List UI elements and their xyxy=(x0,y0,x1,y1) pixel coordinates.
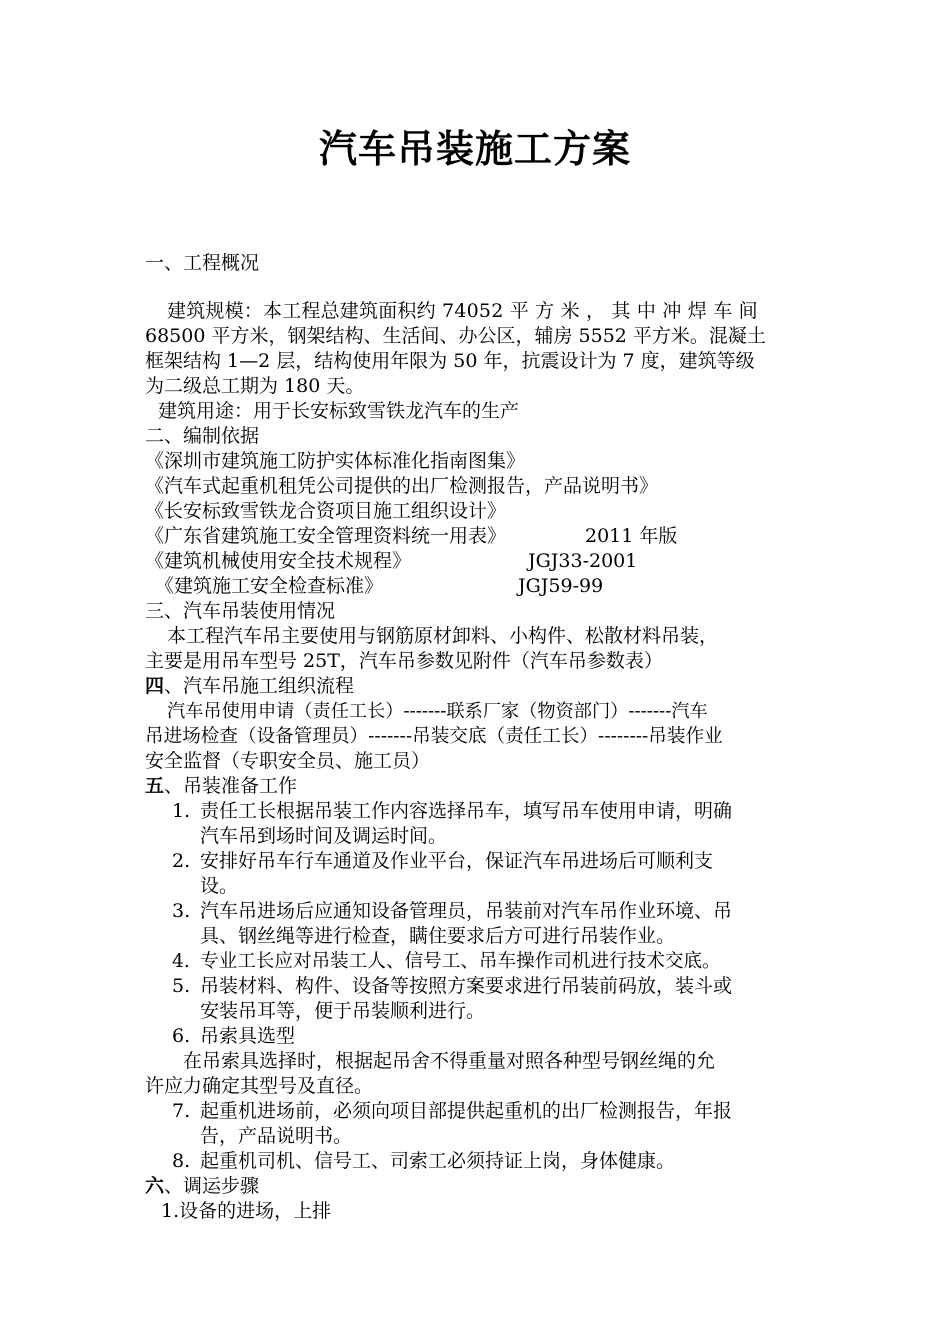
list-number: 2. xyxy=(172,850,191,872)
list-item xyxy=(172,899,812,924)
reference-code: 2011 年版 xyxy=(585,525,678,547)
usage-line-1: 本工程汽车吊主要使用与钢筋原材卸料、小构件、松散材料吊装， xyxy=(167,625,719,647)
list-text: 起重机司机、信号工、司索工必须持证上岗，身体健康。 xyxy=(200,1150,676,1172)
reference-item xyxy=(145,474,810,499)
list-item xyxy=(172,949,812,974)
reference-item xyxy=(145,524,810,549)
heading-numeral: 五 xyxy=(145,775,165,797)
list-item-continuation: 设。 xyxy=(200,875,239,897)
list-number: 7. xyxy=(172,1100,191,1122)
list-item xyxy=(172,799,812,824)
section-heading-flow xyxy=(145,674,810,699)
list-text: 安排好吊车行车通道及作业平台，保证汽车吊进场后可顺利支 xyxy=(200,850,714,872)
reference-item xyxy=(145,449,810,474)
reference-name: 《建筑施工安全检查标准》 xyxy=(155,575,384,597)
list-text: 吊装材料、构件、设备等按照方案要求进行吊装前码放，装斗或 xyxy=(200,975,733,997)
reference-item xyxy=(145,549,810,574)
reference-name: 《广东省建筑施工安全管理资料统一用表》 xyxy=(145,525,507,547)
reference-item xyxy=(145,574,810,599)
reference-name: 《汽车式起重机租凭公司提供的出厂检测报告，产品说明书》 xyxy=(145,475,659,497)
scale-line-4: 为二级总工期为 180 天。 xyxy=(145,375,365,397)
section-heading-overview: 一、工程概况 xyxy=(145,252,260,274)
list-text: 起重机进场前，必须向项目部提供起重机的出厂检测报告，年报 xyxy=(200,1100,733,1122)
scale-line-3: 框架结构 1—2 层，结构使用年限为 50 年，抗震设计为 7 度，建筑等级 xyxy=(145,350,755,372)
step-1: 1.设备的进场，上排 xyxy=(161,1200,332,1222)
list-number: 4. xyxy=(172,951,190,972)
list-item-continuation: 汽车吊到场时间及调运时间。 xyxy=(200,825,448,847)
reference-name: 《建筑机械使用安全技术规程》 xyxy=(145,550,412,572)
list-text: 专业工长应对吊装工人、信号工、吊车操作司机进行技术交底。 xyxy=(200,951,721,972)
list-text: 吊索具选型 xyxy=(200,1025,296,1047)
rigging-paragraph-line-2: 许应力确定其型号及直径。 xyxy=(145,1075,374,1097)
flow-line-1: 汽车吊使用申请（责任工长）-------联系厂家（物资部门）-------汽车 xyxy=(167,701,708,722)
list-number: 6. xyxy=(172,1025,191,1047)
heading-numeral: 四 xyxy=(145,675,165,697)
heading-text: 、吊装准备工作 xyxy=(164,775,298,797)
reference-name: 《深圳市建筑施工防护实体标准化指南图集》 xyxy=(145,450,526,472)
scale-line-1: 建筑规模：本工程总建筑面积约 74052 平 方 米 ， 其 中 冲 焊 车 间 xyxy=(167,300,758,322)
scale-line-2: 68500 平方米，钢架结构、生活间、办公区，辅房 5552 平方米。混凝土 xyxy=(145,325,766,347)
rigging-paragraph-line-1: 在吊索具选择时，根据起吊舍不得重量对照各种型号钢丝绳的允 xyxy=(183,1050,716,1072)
list-item xyxy=(172,1099,812,1124)
section-heading-preparation xyxy=(145,774,810,799)
flow-line-2: 吊进场检查（设备管理员）-------吊装交底（责任工长）--------吊装作业 xyxy=(145,726,723,747)
list-item xyxy=(172,1024,812,1049)
reference-code: JGJ33-2001 xyxy=(528,550,638,572)
heading-numeral: 六 xyxy=(145,1175,165,1197)
list-number: 5. xyxy=(172,975,191,997)
document-title: 汽车吊装施工方案 xyxy=(318,126,631,171)
list-item-continuation: 告，产品说明书。 xyxy=(200,1125,353,1147)
heading-text: 、调运步骤 xyxy=(164,1175,260,1197)
reference-name: 《长安标致雪铁龙合资项目施工组织设计》 xyxy=(145,500,507,522)
reference-code: JGJ59-99 xyxy=(518,575,604,597)
list-item-continuation: 具、钢丝绳等进行检查，瞒住要求后方可进行吊装作业。 xyxy=(200,925,676,947)
list-item xyxy=(172,1149,812,1174)
list-number: 3. xyxy=(172,900,191,922)
list-number: 1. xyxy=(172,800,191,822)
list-item xyxy=(172,849,812,874)
list-number: 8. xyxy=(172,1150,191,1172)
heading-text: 、汽车吊施工组织流程 xyxy=(164,675,355,697)
usage-line-2: 主要是用吊车型号 25T，汽车吊参数见附件（汽车吊参数表） xyxy=(145,650,663,672)
list-text: 汽车吊进场后应通知设备管理员，吊装前对汽车吊作业环境、吊 xyxy=(200,900,733,922)
building-use: 建筑用途：用于长安标致雪铁龙汽车的生产 xyxy=(158,400,520,422)
list-text: 责任工长根据吊装工作内容选择吊车，填写吊车使用申请，明确 xyxy=(200,800,733,822)
section-heading-usage: 三、汽车吊装使用情况 xyxy=(145,600,336,622)
flow-line-3: 安全监督（专职安全员、施工员） xyxy=(145,750,431,772)
section-heading-steps xyxy=(145,1174,810,1199)
reference-item xyxy=(145,499,810,524)
list-item xyxy=(172,974,812,999)
section-heading-basis: 二、编制依据 xyxy=(145,425,260,447)
list-item-continuation: 安装吊耳等，便于吊装顺利进行。 xyxy=(200,1000,486,1022)
